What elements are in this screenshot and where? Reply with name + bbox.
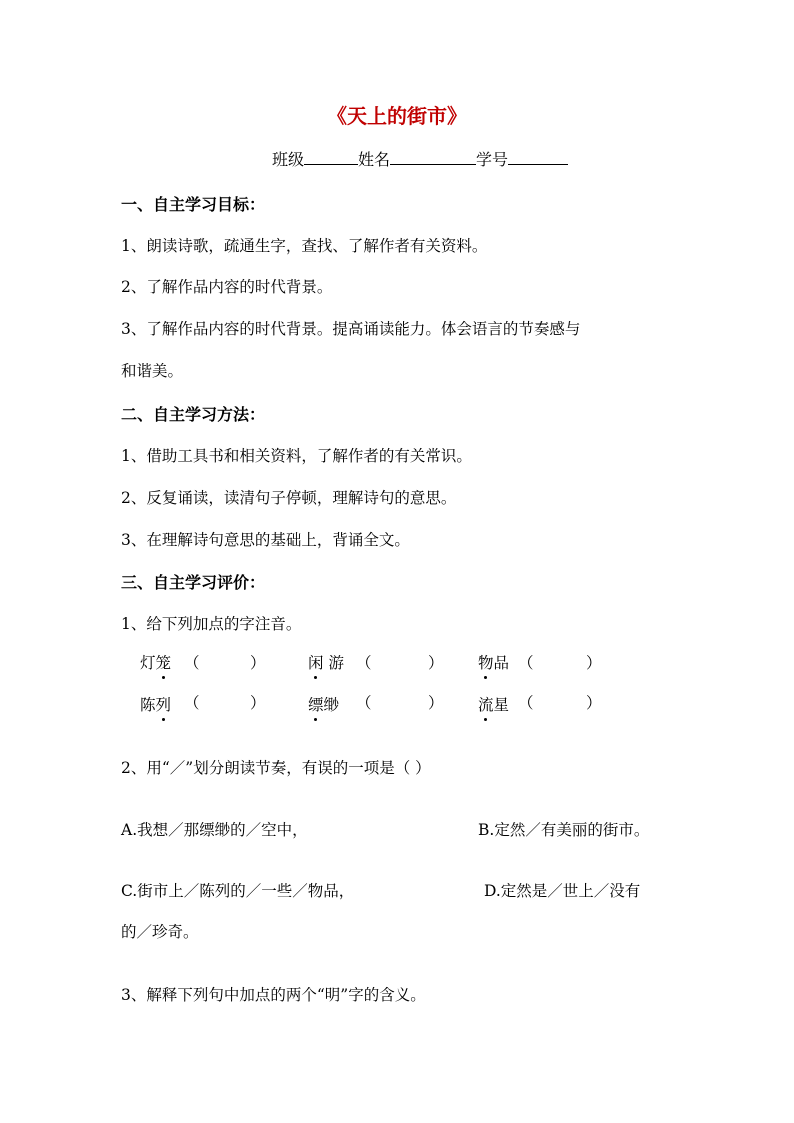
paren-close: ） [428,694,444,712]
dotted-char: 闲 [308,651,324,673]
q2-option-c: C.街市上／陈列的／一些／物品， [121,882,355,900]
word-wupin: 物品 [478,651,509,673]
q1-prompt: 1、给下列加点的字注音。 [121,615,302,633]
word-denglong: 灯笼 [140,651,171,673]
q2-option-b: B.定然／有美丽的街市。 [478,821,650,839]
word-chenlie: 陈列 [140,693,171,715]
class-label: 班级 [272,150,305,169]
dotted-char: 流 [478,693,494,715]
paren-open: （ [184,654,200,672]
q2-option-d: D.定然是／世上／没有 [484,882,641,900]
q3-prompt: 3、解释下列句中加点的两个“明”字的含义。 [121,986,426,1004]
section1-item-3: 3、了解作品内容的时代背景。提高诵读能力。体会语言的节奏感与 [121,320,581,338]
word-xianyou: 闲 游 [308,651,344,673]
section2-item-2: 2、反复诵读，读清句子停顿，理解诗句的意思。 [121,489,457,507]
section2-item-3: 3、在理解诗句意思的基础上，背诵全文。 [121,531,410,549]
q2-option-d-cont: 的／珍奇。 [121,923,199,941]
id-label: 学号 [476,150,509,169]
paren-close: ） [250,654,266,672]
paren-close: ） [250,694,266,712]
q2-prompt: 2、用“／”划分朗读节奏，有误的一项是（ ） [121,759,431,777]
paren-open: （ [356,694,372,712]
paren-open: （ [518,654,534,672]
id-blank[interactable] [508,150,568,165]
page-title: 《天上的街市》 [327,104,467,128]
section1-item-2: 2、了解作品内容的时代背景。 [121,278,333,296]
paren-close: ） [586,654,602,672]
student-info-line [272,147,568,170]
section2-item-1: 1、借助工具书和相关资料，了解作者的有关常识。 [121,447,472,465]
paren-close: ） [586,694,602,712]
dotted-char: 笼 [156,651,172,673]
section1-item-3-cont: 和谐美。 [121,362,184,380]
q2-option-a: A.我想／那缥缈的／空中， [121,821,308,839]
paren-open: （ [184,694,200,712]
paren-open: （ [518,694,534,712]
paren-close: ） [428,654,444,672]
dotted-char: 缥 [308,693,324,715]
word-liuxing: 流星 [478,693,509,715]
class-blank[interactable] [304,150,358,165]
section1-heading: 一、自主学习目标： [121,195,266,214]
section2-heading: 二、自主学习方法： [121,405,266,424]
section1-item-1: 1、朗读诗歌，疏通生字，查找、了解作者有关资料。 [121,237,488,255]
dotted-char: 物 [478,651,494,673]
word-piaomiao: 缥缈 [308,693,339,715]
name-blank[interactable] [390,150,476,165]
paren-open: （ [356,654,372,672]
section3-heading: 三、自主学习评价： [121,573,266,592]
dotted-char: 列 [156,693,172,715]
name-label: 姓名 [358,150,391,169]
